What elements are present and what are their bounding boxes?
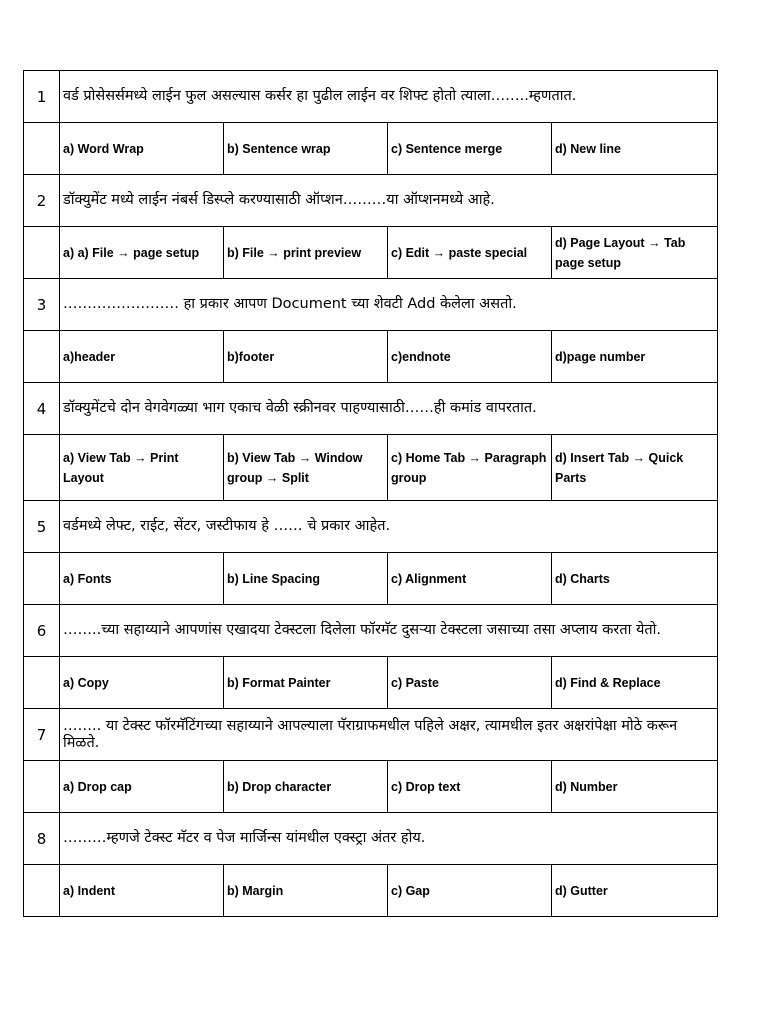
option-d: d) Number bbox=[552, 761, 718, 813]
option-b: b) Margin bbox=[224, 865, 388, 917]
question-text: ……..च्या सहाय्याने आपणांस एखादया टेक्स्टला दिलेला फॉरमॅट दुसऱ्या टेक्स्टला जसाच्या तसा अप्लाय करता येतो. bbox=[60, 605, 718, 657]
option-d: d) Insert Tab → Quick Parts bbox=[552, 435, 718, 501]
options-row bbox=[24, 553, 718, 605]
quiz-table-body bbox=[24, 71, 718, 917]
question-number: 8 bbox=[24, 813, 60, 865]
option-a: a) Drop cap bbox=[60, 761, 224, 813]
options-row bbox=[24, 331, 718, 383]
question-row bbox=[24, 279, 718, 331]
option-d: d) Charts bbox=[552, 553, 718, 605]
option-c: c) Home Tab → Paragraph group bbox=[388, 435, 552, 501]
option-c: c) Alignment bbox=[388, 553, 552, 605]
option-d: d) Find & Replace bbox=[552, 657, 718, 709]
option-d: d) Gutter bbox=[552, 865, 718, 917]
options-row bbox=[24, 123, 718, 175]
question-text: वर्डमध्ये लेफ्ट, राईट, सेंटर, जस्टीफाय हे …… चे प्रकार आहेत. bbox=[60, 501, 718, 553]
option-c: c) Gap bbox=[388, 865, 552, 917]
option-d: d) Page Layout → Tab page setup bbox=[552, 227, 718, 279]
question-row bbox=[24, 383, 718, 435]
blank-cell bbox=[24, 123, 60, 175]
question-number: 3 bbox=[24, 279, 60, 331]
blank-cell bbox=[24, 761, 60, 813]
blank-cell bbox=[24, 865, 60, 917]
option-b: b) File → print preview bbox=[224, 227, 388, 279]
question-row bbox=[24, 71, 718, 123]
question-number: 5 bbox=[24, 501, 60, 553]
blank-cell bbox=[24, 227, 60, 279]
option-a: a) Indent bbox=[60, 865, 224, 917]
option-a: a) a) File → page setup bbox=[60, 227, 224, 279]
options-row bbox=[24, 761, 718, 813]
option-a: a) View Tab → Print Layout bbox=[60, 435, 224, 501]
options-row bbox=[24, 657, 718, 709]
question-number: 1 bbox=[24, 71, 60, 123]
question-text: डॉक्युमेंटचे दोन वेगवेगळ्या भाग एकाच वेळी स्क्रीनवर पाहण्यासाठी……ही कमांड वापरतात. bbox=[60, 383, 718, 435]
question-row bbox=[24, 605, 718, 657]
question-number: 2 bbox=[24, 175, 60, 227]
option-c: c) Edit → paste special bbox=[388, 227, 552, 279]
question-text: वर्ड प्रोसेसर्समध्ये लाईन फुल असल्यास कर्सर हा पुढील लाईन वर शिफ्ट होतो त्याला……..म्हणतात. bbox=[60, 71, 718, 123]
option-d: d) New line bbox=[552, 123, 718, 175]
question-text: …….. या टेक्स्ट फॉरमॅटिंगच्या सहाय्याने आपल्याला पॅराग्राफमधील पहिले अक्षर, त्यामधील इतर अक्षरांपेक्षा मोठे करून मिळते. bbox=[60, 709, 718, 761]
question-number: 6 bbox=[24, 605, 60, 657]
blank-cell bbox=[24, 331, 60, 383]
option-a: a) Copy bbox=[60, 657, 224, 709]
question-row bbox=[24, 813, 718, 865]
option-a: a)header bbox=[60, 331, 224, 383]
options-row bbox=[24, 865, 718, 917]
option-b: b) Sentence wrap bbox=[224, 123, 388, 175]
option-b: b) Format Painter bbox=[224, 657, 388, 709]
option-c: c) Paste bbox=[388, 657, 552, 709]
options-row bbox=[24, 227, 718, 279]
option-d: d)page number bbox=[552, 331, 718, 383]
question-text: डॉक्युमेंट मध्ये लाईन नंबर्स डिस्प्ले करण्यासाठी ऑप्शन………या ऑप्शनमध्ये आहे. bbox=[60, 175, 718, 227]
option-c: c) Drop text bbox=[388, 761, 552, 813]
question-text: ………म्हणजे टेक्स्ट मॅटर व पेज मार्जिन्स यांमधील एक्स्ट्रा अंतर होय. bbox=[60, 813, 718, 865]
option-c: c)endnote bbox=[388, 331, 552, 383]
question-row bbox=[24, 709, 718, 761]
option-b: b) Line Spacing bbox=[224, 553, 388, 605]
blank-cell bbox=[24, 657, 60, 709]
option-a: a) Fonts bbox=[60, 553, 224, 605]
question-row bbox=[24, 175, 718, 227]
question-number: 7 bbox=[24, 709, 60, 761]
blank-cell bbox=[24, 435, 60, 501]
option-b: b)footer bbox=[224, 331, 388, 383]
option-a: a) Word Wrap bbox=[60, 123, 224, 175]
question-number: 4 bbox=[24, 383, 60, 435]
quiz-table bbox=[23, 70, 718, 917]
question-text: …………………… हा प्रकार आपण Document च्या शेवटी Add केलेला असतो. bbox=[60, 279, 718, 331]
options-row bbox=[24, 435, 718, 501]
option-c: c) Sentence merge bbox=[388, 123, 552, 175]
question-row bbox=[24, 501, 718, 553]
option-b: b) Drop character bbox=[224, 761, 388, 813]
option-b: b) View Tab → Window group → Split bbox=[224, 435, 388, 501]
blank-cell bbox=[24, 553, 60, 605]
